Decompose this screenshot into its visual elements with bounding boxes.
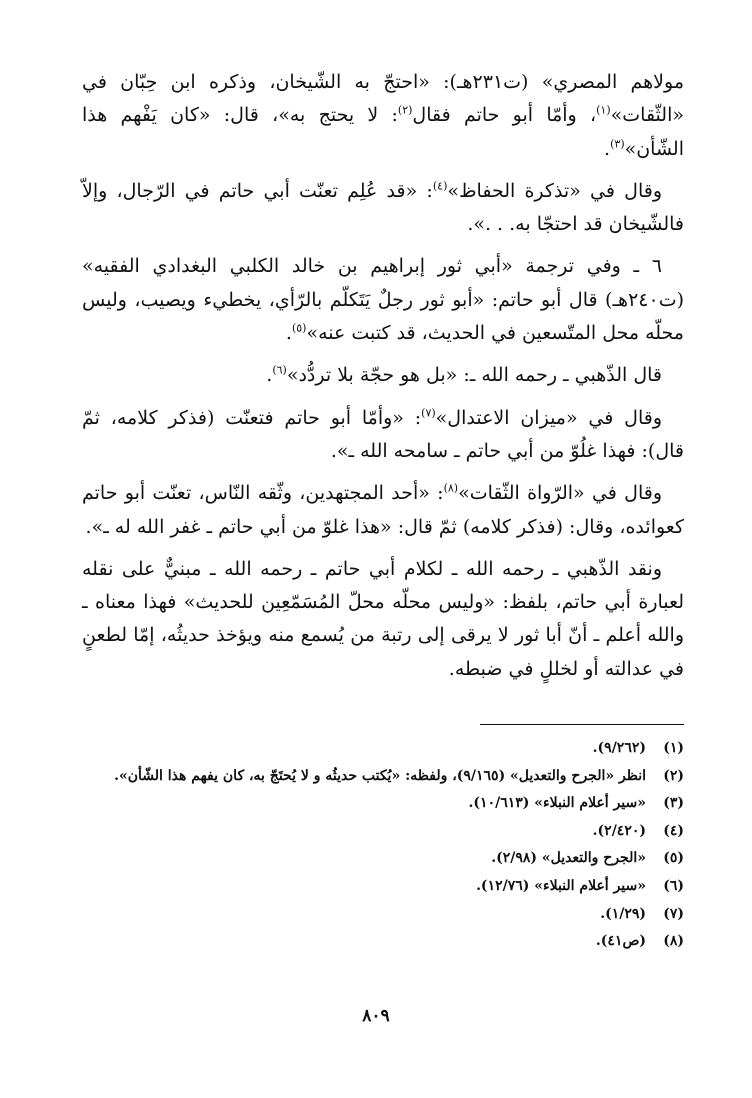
footnote-ref: (٢): [397, 103, 413, 117]
footnote-number: (٨): [663, 933, 684, 950]
footnote-8: [82, 928, 684, 956]
footnote-1: [82, 735, 684, 763]
paragraph-text: .: [604, 137, 611, 160]
paragraph-4: [82, 359, 684, 392]
footnote-ref: (٧): [421, 406, 436, 420]
paragraph-text: : «أحد المجتهدين، وثّقه النّاس، تعنّت أبو حاتم كعوائده، وقال: (فذكر كلامه) ثمّ قال: «هذا غلوّ من أبي حاتم ـ غفر الله له ـ».: [82, 482, 684, 538]
footnote-6: [82, 873, 684, 901]
footnote-ref: (٦): [272, 364, 287, 378]
paragraph-text: .: [266, 364, 273, 387]
footnote-4: [82, 818, 684, 846]
paragraph-text: : «وأمّا أبو حاتم فتعنّت (فذكر كلامه، ثمّ قال): فهذا غلُوّ من أبي حاتم ـ سامحه الله ـ».: [82, 406, 684, 462]
paragraph-text: ، وأمّا أبو حاتم فقال: [412, 104, 597, 127]
footnote-text: (ص٤١).: [595, 933, 646, 950]
paragraph-text: وقال في «الرّواة الثّقات»: [458, 482, 663, 505]
footnote-5: [82, 845, 684, 873]
footnote-number: (٧): [663, 905, 684, 922]
footnote-text: انظر «الجرح والتعديل» (٩/١٦٥)، ولفظه: «يُكتب حديثُه و لا يُحتَجّ به، كان يفهم هذا الشّأن».: [114, 767, 646, 784]
paragraph-2: [82, 175, 684, 242]
footnote-text: (٩/٢٦٢).: [592, 740, 646, 756]
footnote-text: (١/٢٩).: [600, 905, 646, 922]
paragraph-3: [82, 250, 684, 350]
footnote-number: (٣): [663, 795, 684, 812]
footnote-number: (٢): [663, 767, 684, 784]
footnote-ref: (٨): [443, 481, 459, 495]
paragraph-text: مولاهم المصري» (ت٢٣١هـ): «احتجّ به الشّيخان، وذكره ابن حِبّان في «الثّقات»: [82, 71, 684, 127]
footnote-number: (٥): [663, 850, 684, 867]
paragraph-text: وقال في «ميزان الاعتدال»: [435, 406, 662, 429]
paragraph-text: قال الذّهبي ـ رحمه الله ـ: «بل هو حجّة بلا تردُّد»: [286, 364, 662, 387]
paragraph-5: [82, 402, 684, 469]
paragraph-text: : لا يحتج به»، قال: «كان يَفْهم هذا الشّأن»: [82, 104, 684, 160]
paragraph-text: وقال في «تذكرة الحفاظ»: [447, 179, 663, 202]
footnote-text: «الجرح والتعديل» (٢/٩٨).: [491, 850, 646, 867]
paragraph-text: ونقد الذّهبي ـ رحمه الله ـ لكلام أبي حاتم ـ رحمه الله ـ مبنيٌّ على نقله لعبارة أبي حاتم، بلفظ: «وليس محلّه محلّ المُسَمّعِين للحديث» فهذا معناه ـ والله أعلم ـ أنّ أبا ثور لا يرقى إلى رتبة من يُسمع منه ويؤخذ حديثُه، إمّا لطعنٍ في عدالته أو لخللٍ في ضبطه.: [82, 557, 684, 680]
main-text: [82, 66, 684, 695]
footnote-7: [82, 901, 684, 929]
footnote-ref: (٣): [610, 137, 625, 151]
paragraph-7: [82, 553, 684, 686]
footnote-text: (٢/٤٢٠).: [592, 822, 646, 839]
paragraph-6: [82, 477, 684, 544]
footnotes: [82, 735, 684, 956]
paragraph-text: : «قد عُلِم تعنّت أبي حاتم في الرّجال، وإلاّ فالشّيخان قد احتجّا به. . .».: [82, 179, 684, 236]
footnote-number: (٦): [663, 877, 684, 894]
footnote-separator: [480, 724, 684, 725]
footnote-ref: (٥): [291, 321, 307, 335]
footnote-number: (٤): [663, 822, 684, 839]
footnote-ref: (٤): [432, 179, 448, 193]
footnote-number: (١): [663, 740, 684, 756]
paragraph-text: .: [285, 322, 292, 345]
paragraph-text: ٦ ـ وفي ترجمة «أبي ثور إبراهيم بن خالد الكلبي البغدادي الفقيه» (ت٢٤٠هـ) قال أبو حاتم: «أبو ثور رجلٌ يَتَكلّم بالرّأي، يخطيء ويصيب، وليس محلّه محل المتّسعين في الحديث، قد كتبت عنه»: [82, 255, 684, 345]
footnote-ref: (١): [596, 103, 611, 117]
footnote-2: [82, 763, 684, 791]
footnote-3: [82, 790, 684, 818]
footnote-text: «سير أعلام النبلاء» (١٠/٦١٣).: [468, 795, 646, 812]
paragraph-1: [82, 66, 684, 166]
page-number: ٨٠٩: [362, 1006, 390, 1026]
footnote-text: «سير أعلام النبلاء» (١٢/٧٦).: [476, 877, 646, 894]
